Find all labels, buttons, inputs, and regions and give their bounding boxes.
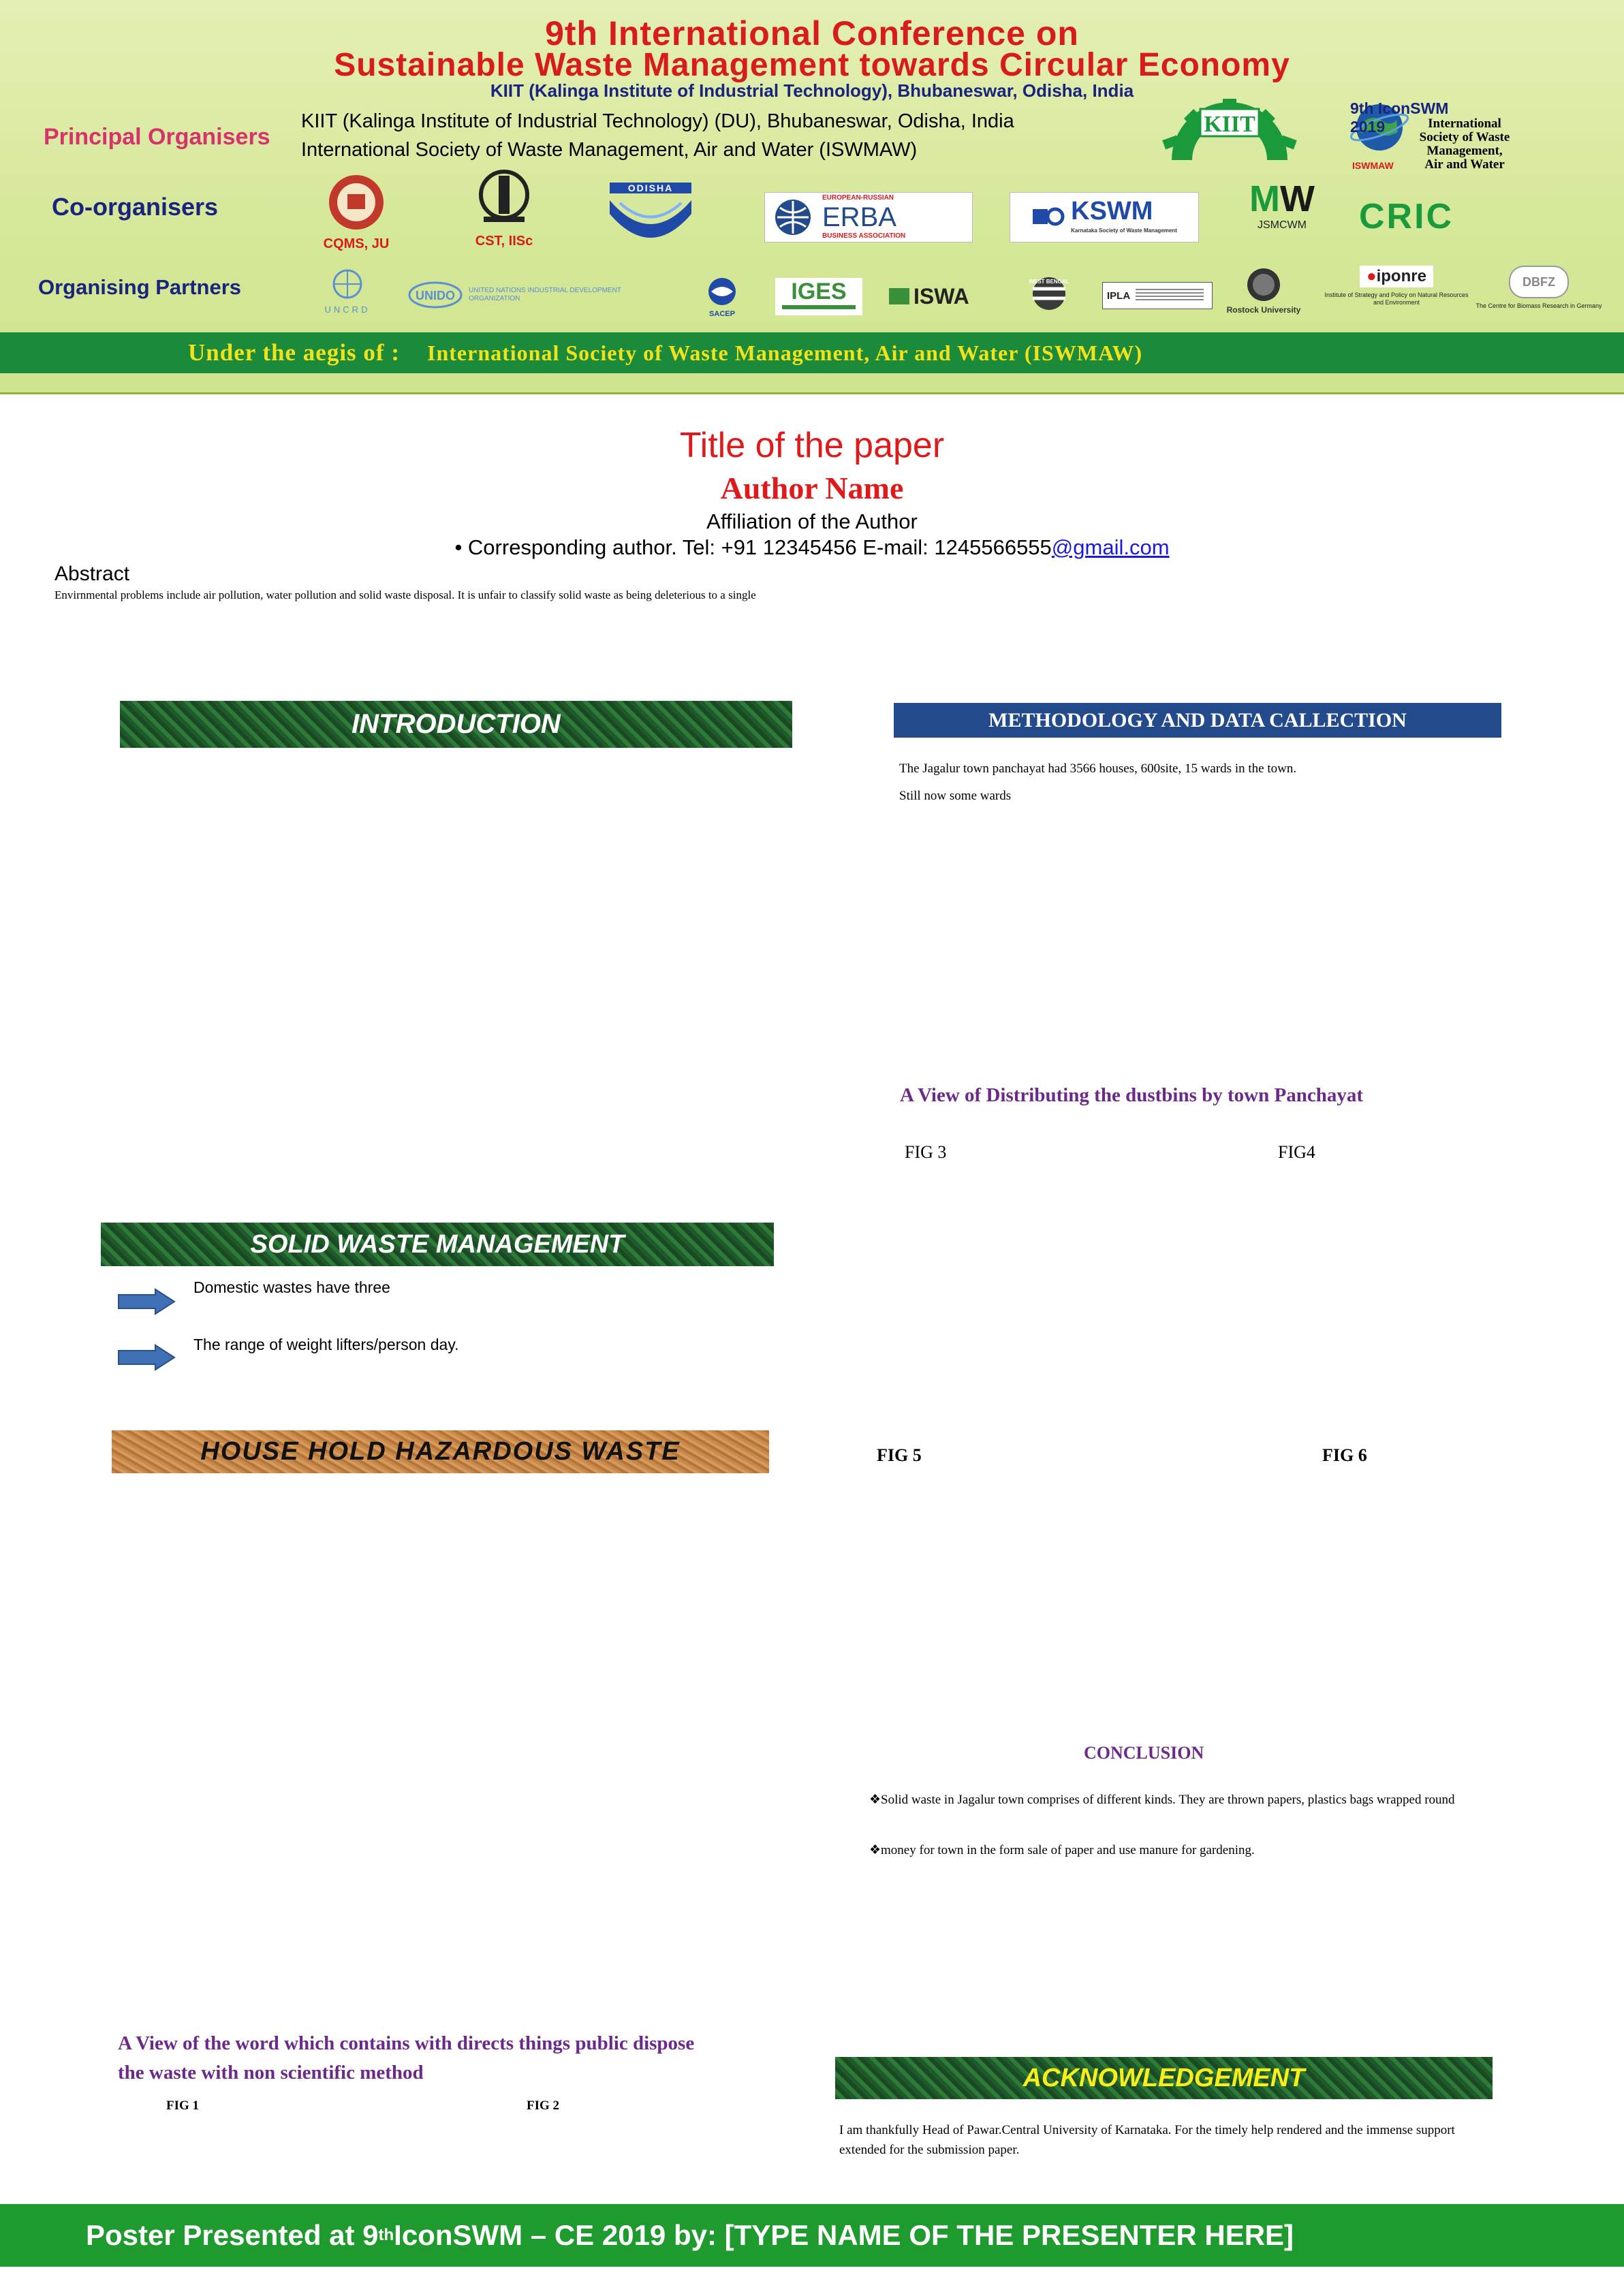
rostock-university-logo: Rostock University	[1226, 267, 1301, 321]
paper-title: Title of the paper	[679, 426, 945, 465]
household-hazardous-waste-header: HOUSE HOLD HAZARDOUS WASTE	[112, 1430, 769, 1473]
abstract-heading: Abstract	[54, 563, 130, 585]
introduction-header: INTRODUCTION	[120, 701, 792, 748]
principal-organisers-label: Principal Organisers	[44, 124, 270, 150]
solid-waste-bullet-1: Domestic wastes have three	[193, 1278, 390, 1296]
iges-logo: IGES	[775, 278, 862, 315]
conference-title-line2: Sustainable Waste Management towards Circular Economy	[334, 47, 1290, 83]
conference-title-line1: 9th International Conference on	[545, 14, 1079, 52]
uncrd-logo: UNCRD	[310, 267, 385, 315]
public-dispose-caption-line2: the waste with non scientific method	[118, 2062, 424, 2083]
principal-organiser-iswmaw: International Society of Waste Management, Air and Water (ISWMAW)	[301, 139, 918, 161]
corresponding-author-text: • Corresponding author. Tel: +91 12345456 E-mail: 1245566555	[454, 535, 1052, 559]
sacep-logo: SACEP	[688, 277, 756, 317]
cqms-ju-logo: CQMS, JU	[312, 172, 401, 247]
public-dispose-caption-line1: A View of the word which contains with directs things public dispose	[118, 2032, 695, 2054]
iconswm-title: 9th IconSWM 2019	[1350, 99, 1449, 136]
dbfz-logo: DBFZ The Centre for Biomass Research in Germany	[1475, 266, 1602, 320]
methodology-header: METHODOLOGY AND DATA CALLECTION	[894, 703, 1501, 738]
acknowledgement-text: I am thankfully Head of Pawar.Central University of Karnataka. For the timely help rendered and the immense support extended for the submission paper.	[839, 2123, 1455, 2157]
footer-prefix: Poster Presented at 9	[86, 2219, 379, 2251]
conclusion-paragraph-1: ❖Solid waste in Jagalur town comprises of different kinds. They are thrown papers, plastics bags wrapped round	[869, 1793, 1455, 1807]
iponre-logo: ●iponre Institute of Strategy and Policy on Natural Resources and Environment	[1324, 267, 1469, 306]
presenter-footer	[0, 2204, 1624, 2267]
footer-suffix: IconSWM – CE 2019 by: [TYPE NAME OF THE PRESENTER HERE]	[394, 2219, 1294, 2251]
author-affiliation: Affiliation of the Author	[706, 509, 918, 533]
author-name: Author Name	[720, 471, 904, 505]
arrow-right-icon	[117, 1288, 176, 1315]
conference-banner	[0, 0, 1624, 394]
aegis-label: Under the aegis of :	[188, 339, 400, 366]
acknowledgement-header: ACKNOWLEDGEMENT	[835, 2057, 1493, 2099]
unido-logo: UNIDO UNITED NATIONS INDUSTRIAL DEVELOPMENT ORGANIZATION	[407, 278, 680, 312]
odisha-logo: ODISHA	[599, 183, 702, 244]
cric-logo: CRIC	[1359, 197, 1454, 236]
fig4-label: FIG4	[1278, 1142, 1315, 1162]
methodology-paragraph-1: The Jagalur town panchayat had 3566 houses, 600site, 15 wards in the town.	[899, 761, 1297, 776]
solid-waste-management-header: SOLID WASTE MANAGEMENT	[101, 1223, 774, 1266]
kswm-logo: KSWM Karnataka Society of Waste Management	[1010, 192, 1199, 242]
fig2-label: FIG 2	[527, 2098, 560, 2113]
ipla-logo: IPLA	[1102, 282, 1213, 309]
dustbins-caption: A View of Distributing the dustbins by town Panchayat	[900, 1084, 1363, 1106]
iswa-logo: ISWA	[889, 282, 1006, 311]
fig3-label: FIG 3	[905, 1142, 947, 1162]
methodology-paragraph-2: Still now some wards	[899, 789, 1012, 803]
conclusion-paragraph-2: ❖money for town in the form sale of paper and use manure for gardening.	[869, 1843, 1255, 1857]
principal-organiser-kiit: KIIT (Kalinga Institute of Industrial Technology) (DU), Bhubaneswar, Odisha, India	[301, 110, 1014, 132]
arrow-right-icon	[117, 1344, 176, 1371]
footer-superscript: th	[378, 2226, 394, 2244]
corresponding-author	[0, 535, 1624, 560]
svg-text:KIIT: KIIT	[1204, 112, 1255, 137]
kiit-logo	[1158, 95, 1301, 170]
email-link[interactable]: @gmail.com	[1051, 535, 1170, 559]
conclusion-heading: CONCLUSION	[1084, 1743, 1204, 1763]
fig6-label: FIG 6	[1322, 1445, 1367, 1465]
co-organisers-label: Co-organisers	[52, 193, 219, 221]
organising-partners-label: Organising Partners	[38, 275, 242, 299]
fig5-label: FIG 5	[877, 1445, 922, 1465]
aegis-bar	[0, 332, 1624, 373]
erba-logo: EUROPEAN-RUSSIAN ERBA BUSINESS ASSOCIATION	[764, 192, 973, 242]
solid-waste-bullet-2: The range of weight lifters/person day.	[193, 1336, 459, 1353]
west-bengal-logo	[1020, 275, 1078, 313]
abstract-text: Envirnmental problems include air pollution, water pollution and solid waste disposal. It is unfair to classify solid waste as being deleterious to a single	[54, 588, 756, 601]
svg-text:WEST BENGAL: WEST BENGAL	[1029, 279, 1069, 285]
svg-text:UNIDO: UNIDO	[416, 289, 455, 302]
conference-venue: KIIT (Kalinga Institute of Industrial Technology), Bhubaneswar, Odisha, India	[490, 80, 1134, 101]
fig1-label: FIG 1	[166, 2098, 200, 2113]
aegis-organisation: International Society of Waste Management, Air and Water (ISWMAW)	[427, 340, 1143, 365]
iswmaw-badge: ISWMAW	[1352, 160, 1394, 171]
iconswm-subtitle: International Society of Waste Management, Air and Water	[1419, 116, 1510, 172]
jsmcwm-logo: MW JSMCWM	[1249, 178, 1315, 231]
cst-iisc-logo: CST, IISc	[456, 169, 552, 257]
